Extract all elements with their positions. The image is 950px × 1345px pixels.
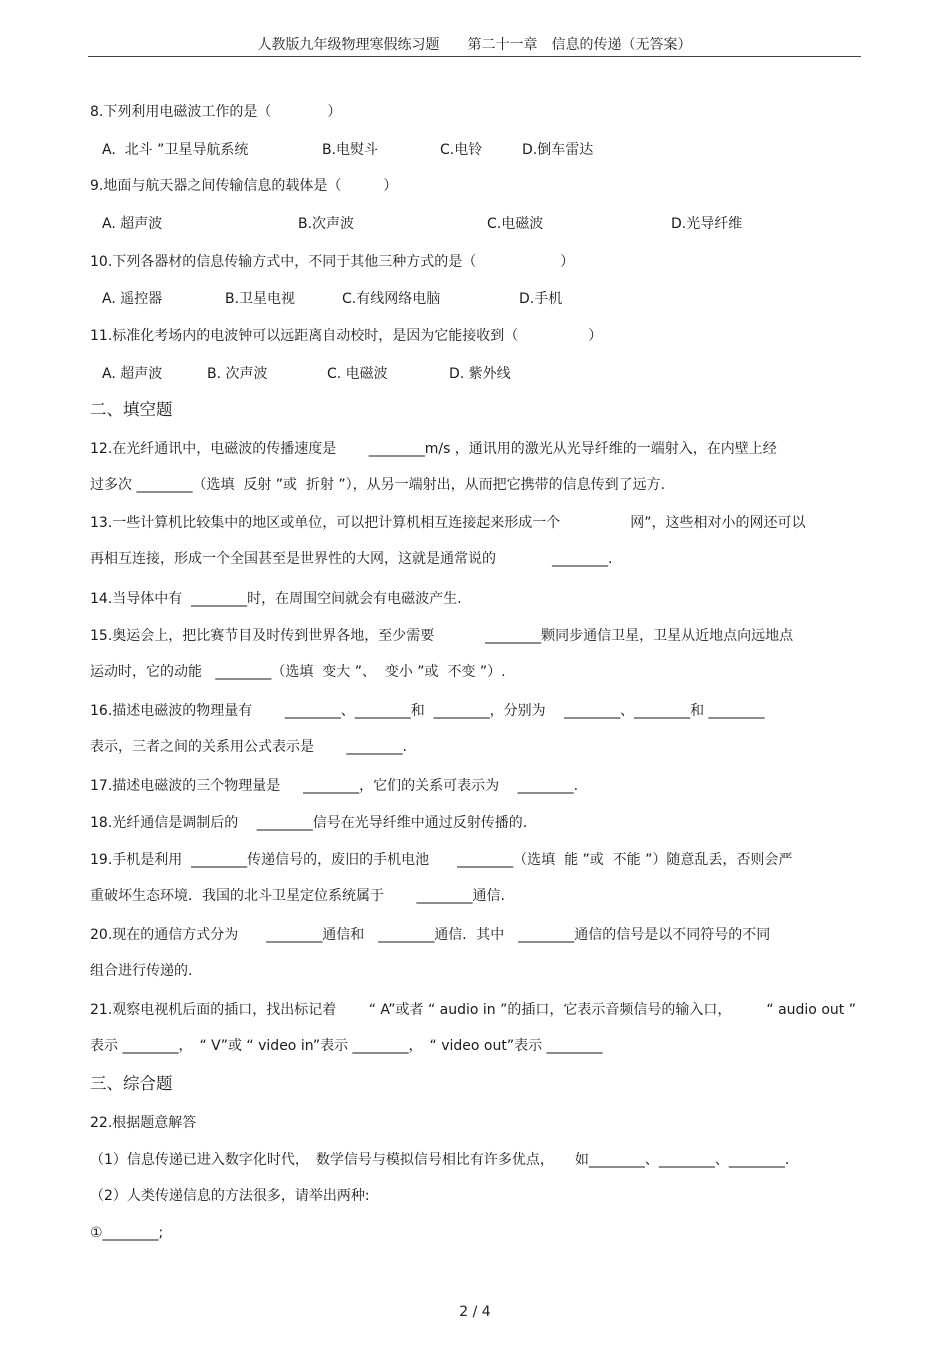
q11-option-b: B. 次声波 <box>207 366 268 382</box>
question-15-line-2: 运动时，它的动能 ________（选填 变大 ”、 变小 ”或 不变 ”）. <box>90 664 506 680</box>
q9-option-c: C.电磁波 <box>487 216 544 232</box>
q11-option-c: C. 电磁波 <box>327 366 388 382</box>
question-19-line-2: 重破坏生态环境．我国的北斗卫星定位系统属于 ________通信. <box>90 888 505 904</box>
question-12-line-1: 12.在光纤通讯中，电磁波的传播速度是 ________m/s ，通讯用的激光从光导纤维的一端射入，在内壁上经 <box>90 441 777 457</box>
question-22-part-1: （1）信息传递已进入数字化时代， 数学信号与模拟信号相比有许多优点， 如________、________、________. <box>90 1152 790 1168</box>
question-15-line-1: 15.奥运会上，把比赛节目及时传到世界各地，至少需要 ________颗同步通信卫星，卫星从近地点向远地点 <box>90 628 794 644</box>
q8-option-d: D.倒车雷达 <box>522 142 594 158</box>
q10-option-c: C.有线网络电脑 <box>342 291 441 307</box>
q10-option-b: B.卫星电视 <box>225 291 296 307</box>
question-19-line-1: 19.手机是利用 ________传递信号的，废旧的手机电池 ________（选填 能 ”或 不能 ”）随意乱丢，否则会严 <box>90 852 793 868</box>
question-13-line-1: 13.一些计算机比较集中的地区或单位，可以把计算机相互连接起来形成一个 网”，这些相对小的网还可以 <box>90 515 806 531</box>
q11-option-a: A. 超声波 <box>102 366 163 382</box>
q10-option-a: A. 遥控器 <box>102 291 163 307</box>
question-16-line-1: 16.描述电磁波的物理量有 ________、________和 ________，分别为 ________、________和 ________ <box>90 703 765 719</box>
q10-option-d: D.手机 <box>519 291 563 307</box>
question-22-part-2: （2）人类传递信息的方法很多，请举出两种: <box>90 1188 370 1204</box>
question-22-answer-1: ①________; <box>90 1225 164 1241</box>
question-17: 17.描述电磁波的三个物理量是 ________，它们的关系可表示为 ________. <box>90 778 579 794</box>
q9-option-b: B.次声波 <box>298 216 355 232</box>
question-9: 9.地面与航天器之间传输信息的载体是（ ） <box>90 178 398 194</box>
question-14: 14.当导体中有 ________时，在周围空间就会有电磁波产生. <box>90 591 462 607</box>
question-20-line-1: 20.现在的通信方式分为 ________通信和 ________通信．其中 ________通信的信号是以不同符号的不同 <box>90 927 771 943</box>
page-number: 2 / 4 <box>459 1304 491 1320</box>
question-21-line-2: 表示 ________， “ V”或 “ video in”表示 ________， “ video out”表示 ________ <box>90 1038 603 1054</box>
q11-option-d: D. 紫外线 <box>449 366 511 382</box>
q9-option-d: D.光导纤维 <box>671 216 743 232</box>
question-8: 8.下列利用电磁波工作的是（ ） <box>90 104 342 120</box>
question-22: 22.根据题意解答 <box>90 1115 197 1131</box>
section-comprehensive-heading: 三、综合题 <box>90 1074 173 1093</box>
q9-option-a: A. 超声波 <box>102 216 163 232</box>
q8-option-a: A. 北斗 ”卫星导航系统 <box>102 142 249 158</box>
question-10: 10.下列各器材的信息传输方式中，不同于其他三种方式的是（ ） <box>90 254 575 270</box>
question-16-line-2: 表示，三者之间的关系用公式表示是 ________. <box>90 739 407 755</box>
question-18: 18.光纤通信是调制后的 ________信号在光导纤维中通过反射传播的. <box>90 815 528 831</box>
section-fill-in-heading: 二、填空题 <box>90 400 173 419</box>
page-header: 人教版九年级物理寒假练习题 第二十一章 信息的传递（无答案） <box>257 37 692 53</box>
q8-option-b: B.电熨斗 <box>322 142 379 158</box>
question-12-line-2: 过多次 ________（选填 反射 ”或 折射 ”），从另一端射出，从而把它携带的信息传到了远方. <box>90 477 666 493</box>
header-rule <box>88 56 861 57</box>
q8-option-c: C.电铃 <box>440 142 483 158</box>
question-13-line-2: 再相互连接，形成一个全国甚至是世界性的大网，这就是通常说的 ________. <box>90 551 613 567</box>
question-11: 11.标准化考场内的电波钟可以远距离自动校时，是因为它能接收到（ ） <box>90 328 603 344</box>
question-21-line-1: 21.观察电视机后面的插口，找出标记着 “ A”或者 “ audio in ”的插口，它表示音频信号的输入口， “ audio out ” <box>90 1002 856 1018</box>
question-20-line-2: 组合进行传递的. <box>90 963 193 979</box>
